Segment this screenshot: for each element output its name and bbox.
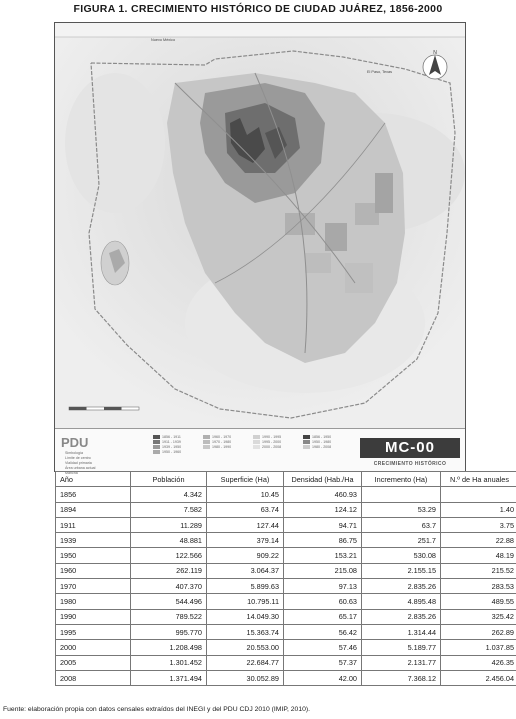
table-header-row <box>56 472 516 487</box>
figure-title: FIGURA 1. CRECIMIENTO HISTÓRICO DE CIUDAD JUÁREZ, 1856-2000 <box>73 3 443 15</box>
table-cell: 10.45 <box>207 487 284 502</box>
table-cell: 1.40 <box>441 502 516 517</box>
table-cell: 153.21 <box>284 548 362 563</box>
table-cell: 1856 <box>56 487 131 502</box>
col-header-density: Densidad (Hab./Ha <box>284 472 362 487</box>
table-row <box>56 533 516 548</box>
table-cell: 530.08 <box>362 548 441 563</box>
growth-table <box>55 471 516 686</box>
table-cell: 215.08 <box>284 563 362 578</box>
table-cell: 2.835.26 <box>362 609 441 624</box>
table-cell: 1980 <box>56 594 131 609</box>
table-row <box>56 624 516 639</box>
table-cell: 3.75 <box>441 517 516 532</box>
table-cell: 325.42 <box>441 609 516 624</box>
table-cell: 53.29 <box>362 502 441 517</box>
table-cell: 2008 <box>56 670 131 685</box>
table-row <box>56 640 516 655</box>
table-cell: 2005 <box>56 655 131 670</box>
col-header-surface: Superficie (Ha) <box>207 472 284 487</box>
table-cell: 22.684.77 <box>207 655 284 670</box>
map-code-subtitle: CRECIMIENTO HISTÓRICO <box>373 461 447 467</box>
table-cell: 48.19 <box>441 548 516 563</box>
table-cell: 1960 <box>56 563 131 578</box>
table-cell: 94.71 <box>284 517 362 532</box>
table-cell: 42.00 <box>284 670 362 685</box>
table-cell: 30.052.89 <box>207 670 284 685</box>
table-cell: 57.37 <box>284 655 362 670</box>
table-cell: 5.189.77 <box>362 640 441 655</box>
table-cell: 1.037.85 <box>441 640 516 655</box>
table-cell <box>362 487 441 502</box>
table-row <box>56 609 516 624</box>
map-panel <box>54 22 466 475</box>
table-cell: 14.049.30 <box>207 609 284 624</box>
legend-col-3: 1960 - 1970 1970 - 1980 1980 - 1990 <box>203 435 231 450</box>
table-cell: 4.342 <box>131 487 207 502</box>
table-cell: 124.12 <box>284 502 362 517</box>
table-row <box>56 517 516 532</box>
table-cell: 283.53 <box>441 579 516 594</box>
table-cell: 3.064.37 <box>207 563 284 578</box>
table-cell: 22.88 <box>441 533 516 548</box>
table-cell: 1911 <box>56 517 131 532</box>
table-cell: 2.155.15 <box>362 563 441 578</box>
table-cell: 379.14 <box>207 533 284 548</box>
table-cell: 48.881 <box>131 533 207 548</box>
table-cell: 789.522 <box>131 609 207 624</box>
legend-col-4: 1990 - 1995 1995 - 2000 2000 - 2008 <box>253 435 281 450</box>
table-cell: 15.363.74 <box>207 624 284 639</box>
table-row <box>56 487 516 502</box>
svg-text:N: N <box>433 50 437 56</box>
table-cell: 1995 <box>56 624 131 639</box>
legend-col-2: 1856 - 1911 1911 - 1939 1939 - 1950 1950 - 1960 <box>153 435 181 455</box>
table-cell: 1990 <box>56 609 131 624</box>
table-cell: 262.119 <box>131 563 207 578</box>
table-row <box>56 563 516 578</box>
table-row <box>56 670 516 685</box>
table-cell: 65.17 <box>284 609 362 624</box>
map-legend <box>55 428 465 475</box>
table-row <box>56 579 516 594</box>
table-cell: 122.566 <box>131 548 207 563</box>
legend-col-1: Simbología Límite de centro Vialidad primaria Área urbana actual Mancha <box>65 451 96 475</box>
table-cell: 63.74 <box>207 502 284 517</box>
table-cell: 1950 <box>56 548 131 563</box>
table-cell: 995.770 <box>131 624 207 639</box>
table-cell: 544.496 <box>131 594 207 609</box>
table-cell: 426.35 <box>441 655 516 670</box>
table-row <box>56 594 516 609</box>
table-row <box>56 502 516 517</box>
table-cell: 63.7 <box>362 517 441 532</box>
legend-col-5: 1856 - 1950 1950 - 1980 1980 - 2008 <box>303 435 331 450</box>
col-header-population: Población <box>131 472 207 487</box>
table-cell: 909.22 <box>207 548 284 563</box>
table-cell: 4.895.48 <box>362 594 441 609</box>
table-cell: 57.46 <box>284 640 362 655</box>
table-cell: 2.456.04 <box>441 670 516 685</box>
col-header-annual-ha: N.º de Ha anuales <box>441 472 516 487</box>
table-cell: 7.582 <box>131 502 207 517</box>
table-cell: 2.131.77 <box>362 655 441 670</box>
table-cell <box>441 487 516 502</box>
table-cell: 5.899.63 <box>207 579 284 594</box>
table-cell: 97.13 <box>284 579 362 594</box>
table-cell: 1970 <box>56 579 131 594</box>
table-cell: 60.63 <box>284 594 362 609</box>
table-cell: 2000 <box>56 640 131 655</box>
table-cell: 127.44 <box>207 517 284 532</box>
table-cell: 86.75 <box>284 533 362 548</box>
table-cell: 489.55 <box>441 594 516 609</box>
table-cell: 10.795.11 <box>207 594 284 609</box>
col-header-increase: Incremento (Ha) <box>362 472 441 487</box>
table-cell: 1.314.44 <box>362 624 441 639</box>
table-cell: 11.289 <box>131 517 207 532</box>
map-label-new-mexico: Nuevo México <box>151 38 176 42</box>
table-cell: 1939 <box>56 533 131 548</box>
map-label-el-paso: El Paso, Texas <box>367 70 393 74</box>
table-cell: 20.553.00 <box>207 640 284 655</box>
table-cell: 251.7 <box>362 533 441 548</box>
table-cell: 407.370 <box>131 579 207 594</box>
table-cell: 460.93 <box>284 487 362 502</box>
table-cell: 2.835.26 <box>362 579 441 594</box>
table-cell: 1.371.494 <box>131 670 207 685</box>
table-cell: 56.42 <box>284 624 362 639</box>
source-note: Fuente: elaboración propia con datos censales extraídos del INEGI y del PDU CDJ 2010 (IMIP, 2010). <box>3 706 311 713</box>
table-cell: 1.208.498 <box>131 640 207 655</box>
col-header-year: Año <box>56 472 131 487</box>
table-cell: 262.89 <box>441 624 516 639</box>
map-code-plate: MC-00 <box>360 438 460 458</box>
map-image <box>55 23 465 428</box>
table-row <box>56 548 516 563</box>
table-row <box>56 655 516 670</box>
table-cell: 1894 <box>56 502 131 517</box>
table-cell: 1.301.452 <box>131 655 207 670</box>
table-cell: 215.52 <box>441 563 516 578</box>
table-cell: 7.368.12 <box>362 670 441 685</box>
pdu-logo: PDU <box>61 435 89 450</box>
